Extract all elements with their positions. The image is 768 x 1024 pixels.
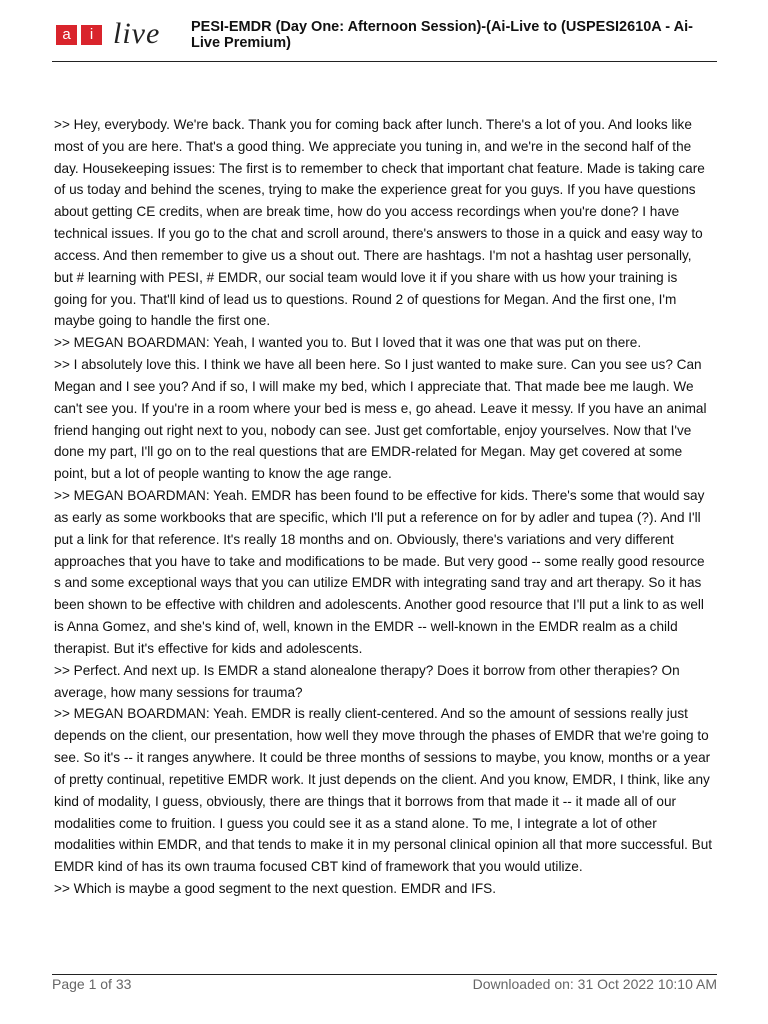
logo-live-text: live [113, 17, 161, 50]
transcript-paragraph: >> Which is maybe a good segment to the next question. EMDR and IFS. [54, 880, 497, 896]
transcript-paragraph: >> MEGAN BOARDMAN: Yeah, I wanted you to. But I loved that it was one that was put on there. [54, 335, 642, 351]
transcript-body [54, 114, 714, 900]
page-number: Page 1 of 33 [52, 976, 132, 992]
page-header [52, 0, 717, 62]
transcript-paragraph: >> I absolutely love this. I think we have all been here. So I just wanted to make sure. Can you see us? Can Megan and I see you? And if so, I will make my bed, which I appreciate that. That made bee me laugh. We can't see you. If you're in a room where your bed is mess e, go ahead. Leave it messy. If you have an animal friend hanging out right next to you, nobody can see. Just get comfortable, enjoy yourselves. Now that I've done my part, I'll go on to the real questions that are EMDR-related for Megan. May get covered at some point, but a lot of people wanting to know the age range. [54, 357, 707, 482]
transcript-paragraph: >> MEGAN BOARDMAN: Yeah. EMDR is really client-centered. And so the amount of sessions really just depends on the client, our presentation, how well they move through the phases of EMDR that we're going to see. So it's -- it ranges anywhere. It could be three months of sessions to maybe, you know, months or a year of pretty continual, repetitive EMDR work. It just depends on the client. And you know, EMDR, I think, like any kind of modality, I guess, obviously, there are things that it borrows from that made it -- it made all of our modalities come to fruition. I guess you could see it as a stand alone. To me, I integrate a lot of other modalities within EMDR, and that tends to make it in my personal clinical opinion all that more successful. But EMDR kind of has its own trauma focused CBT kind of framework that you would utilize. [54, 706, 713, 875]
logo-i-box: i [81, 25, 102, 45]
transcript-paragraph: >> Perfect. And next up. Is EMDR a stand alonealone therapy? Does it borrow from other therapies? On average, how many sessions for trauma? [54, 662, 680, 700]
transcript-paragraph: >> Hey, everybody. We're back. Thank you for coming back after lunch. There's a lot of you. And looks like most of you are here. That's a good thing. We appreciate you tuning in, and we're in the second half of the day. Housekeeping issues: The first is to remember to check that important chat feature. Made is taking care of us today and behind the scenes, trying to make the experience great for you guys. If you have questions about getting CE credits, when are break time, how do you access recordings when you're done? I have technical issues. If you go to the chat and scroll around, there's answers to those in a quick and easy way to access. And then remember to give us a shout out. There are hashtags. I'm not a hashtag user personally, but # learning with PESI, # EMDR, our social team would love it if you share with us how your training is going for you. That'll kind of lead us to questions. Round 2 of questions for Megan. And the first one, I'm maybe going to handle the first one. [54, 117, 705, 329]
document-title: PESI-EMDR (Day One: Afternoon Session)-(Ai-Live to (USPESI2610A - Ai-Live Premium) [191, 19, 693, 51]
ai-live-logo [56, 16, 176, 52]
transcript-paragraph: >> MEGAN BOARDMAN: Yeah. EMDR has been found to be effective for kids. There's some that would say as early as some workbooks that are specific, which I'll put a reference on for by adler and tupea (?). And I'll put a link for that reference. It's really 18 months and on. Obviously, there's variations and very different approaches that you have to take and modifications to be made. But very good -- some really good resource s and some exceptional ways that you can utilize EMDR with integrating sand tray and art therapy. So it has been shown to be effective with children and adolescents. Another good resource that I'll put a link to as well is Anna Gomez, and she's kind of, well, known in the EMDR -- well-known in the EMDR realm as a child therapist. But it's effective for kids and adolescents. [54, 488, 705, 656]
logo-a-box: a [56, 25, 77, 45]
download-timestamp: Downloaded on: 31 Oct 2022 10:10 AM [472, 976, 717, 992]
page-footer [52, 974, 717, 1005]
